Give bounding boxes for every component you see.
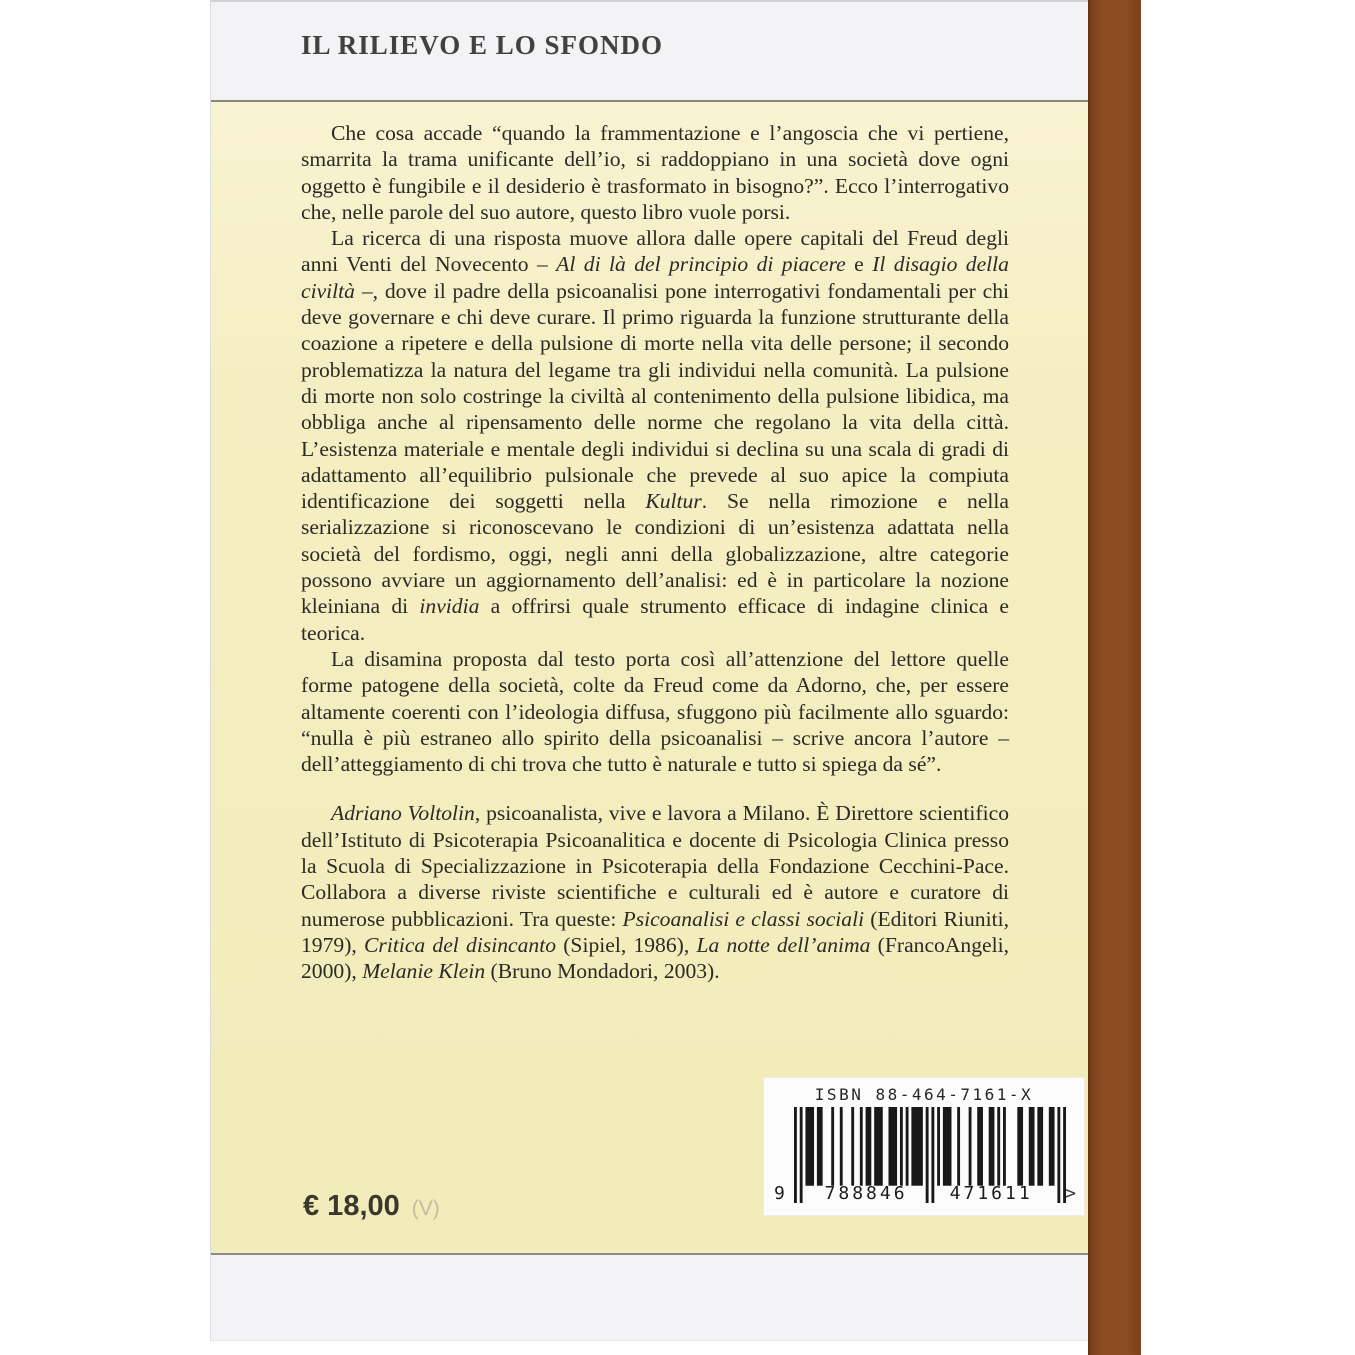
barcode-panel <box>764 1078 1084 1215</box>
synopsis-paragraph-2: La ricerca di una risposta muove allora dalle opere capitali del Freud degli anni Venti del Novecento – Al di là del principio di piacere e Il disagio della civiltà –, dove il padre della psicoanalisi pone interrogativi fondamentali per chi deve governare e chi deve curare. Il primo riguarda la funzione strutturante della coazione a ripetere e della pulsione di morte nella vita delle persone; il secondo problematizza la natura del legame tra gli individui nella comunità. La pulsione di morte non solo costringe la civiltà al contenimento della pulsione libidica, ma obbliga anche al ripensamento delle norme che regolano la vita della città. L’esistenza materiale e mentale degli individui si declina su una scala di gradi di adattamento all’equilibrio pulsionale che prevede al suo apice la compiuta identificazione dei soggetti nella Kultur. Se nella rimozione e nella serializzazione si riconoscevano le condizioni di un’esistenza adattata nella società del fordismo, oggi, negli anni della globalizzazione, altre categorie possono avviare un aggiornamento dell’analisi: ed è in particolare la nozione kleiniana di invidia a offrirsi quale strumento efficace di indagine clinica e teorica. <box>301 226 1009 645</box>
synopsis-paragraph-3: La disamina proposta dal testo porta così all’attenzione del lettore quelle forme patogene della società, colte da Freud come da Adorno, che, per essere altamente coerenti con l’ideologia diffusa, sfuggono più facilmente allo sguardo: “nulla è più estraneo allo spirito della psicoanalisi – scrive ancora l’autore – dell’atteggiamento di chi trova che tutto è naturale e tutto si spiega da sé”. <box>301 646 1009 777</box>
cover-cream-panel <box>211 100 1089 1255</box>
book-back-cover <box>210 0 1089 1341</box>
book-spine <box>1088 0 1141 1355</box>
price-value: € 18,00 <box>303 1190 400 1222</box>
price <box>303 1190 440 1223</box>
ean13-barcode <box>770 1107 1078 1203</box>
synopsis-paragraph-1: Che cosa accade “quando la frammentazione e l’angoscia che vi pertiene, smarrita la trama unificante dell’io, si raddoppiano in una società dove ogni oggetto è fungibile e il desiderio è trasformato in bisogno?”. Ecco l’interrogativo che, nelle parole del suo autore, questo libro vuole porsi. <box>301 121 1009 224</box>
barcode-trailing-mark: > <box>1065 1183 1076 1204</box>
barcode-digits-left-group: 788846 <box>824 1183 908 1204</box>
barcode-digits <box>774 1183 1076 1204</box>
series-title: IL RILIEVO E LO SFONDO <box>301 30 664 60</box>
vat-note: (V) <box>411 1197 440 1220</box>
cover-top-band <box>211 0 1089 102</box>
barcode-digits-right-group: 471611 <box>949 1183 1033 1204</box>
cover-bottom-band <box>211 1255 1089 1340</box>
barcode-digit-prefix: 9 <box>774 1183 785 1204</box>
isbn-label: ISBN 88-464-7161-X <box>814 1085 1034 1104</box>
synopsis-text <box>301 120 1009 985</box>
author-bio: Adriano Voltolin, psicoanalista, vive e lavora a Milano. È Direttore scientifico dell’Istituto di Psicoterapia Psicoanalitica e docente di Psicologia Clinica presso la Scuola di Specializzazione in Psicoterapia della Fondazione Cecchini-Pace. Collabora a diverse riviste scientifiche e culturali ed è autore e curatore di numerose pubblicazioni. Tra queste: Psicoanalisi e classi sociali (Editori Riuniti, 1979), Critica del disincanto (Sipiel, 1986), La notte dell’anima (FrancoAngeli, 2000), Melanie Klein (Bruno Mondadori, 2003). <box>301 801 1010 984</box>
